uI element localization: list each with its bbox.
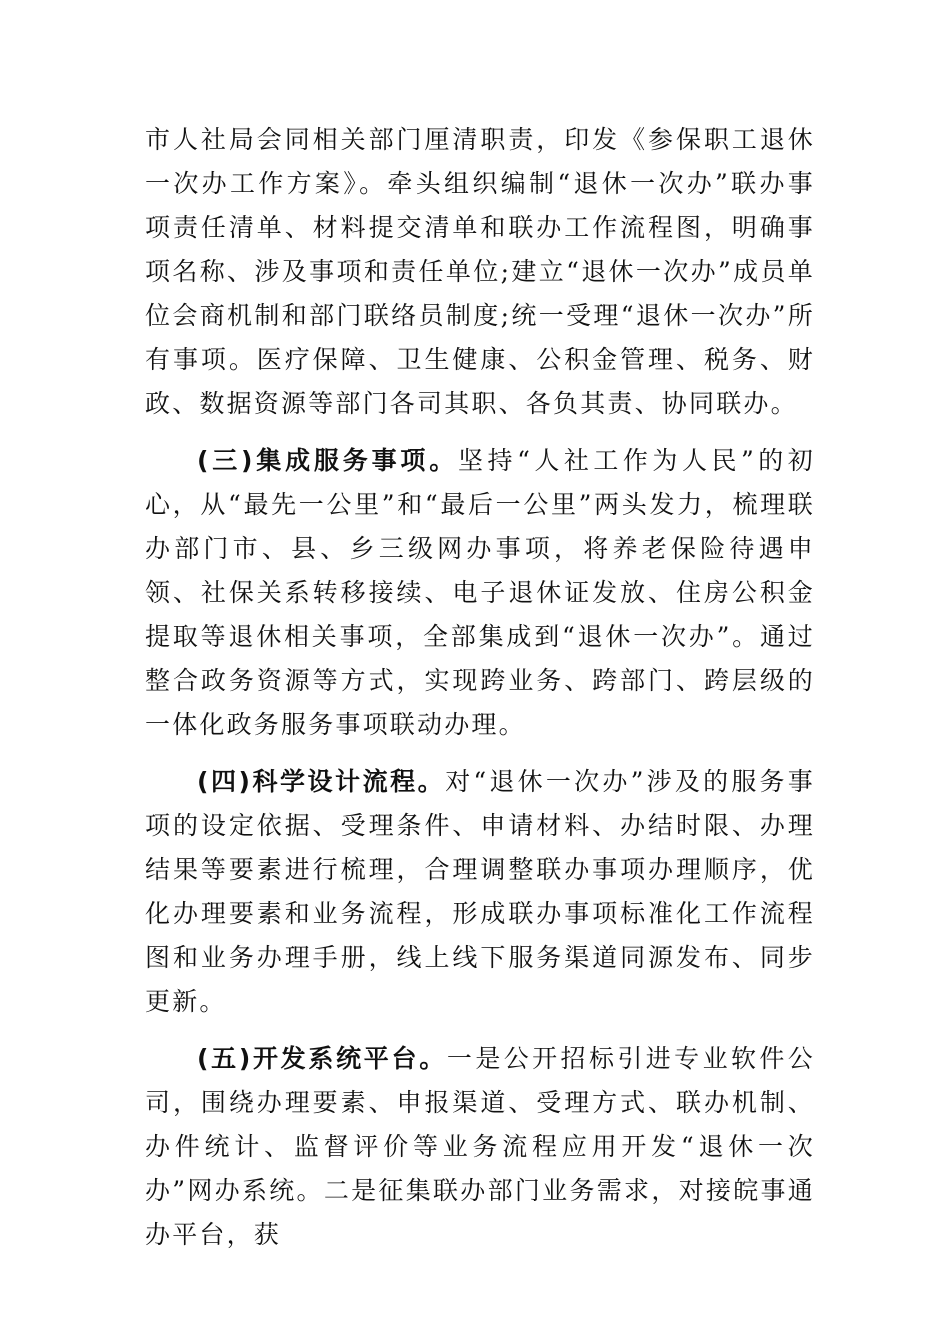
paragraph-integrate-services [145, 439, 815, 747]
paragraph-design-process [145, 760, 815, 1024]
paragraph-text: 坚持“人社工作为人民”的初心，从“最先一公里”和“最后一公里”两头发力，梳理联办部门市、县、乡三级网办事项，将养老保险待遇申领、社保关系转移接续、电子退休证发放、住房公积金提取等退休相关事项，全部集成到“退休一次办”。通过整合政务资源等方式，实现跨业务、跨部门、跨层级的一体化政务服务事项联动办理。 [145, 446, 815, 739]
section-heading: (三)集成服务事项。 [197, 446, 459, 475]
paragraph-text: 对“退休一次办”涉及的服务事项的设定依据、受理条件、申请材料、办结时限、办理结果等要素进行梳理，合理调整联办事项办理顺序，优化办理要素和业务流程，形成联办事项标准化工作流程图和业务办理手册，线上线下服务渠道同源发布、同步更新。 [145, 767, 815, 1016]
document-body [145, 118, 815, 1270]
section-heading: (四)科学设计流程。 [197, 767, 446, 796]
section-heading: (五)开发系统平台。 [197, 1044, 447, 1073]
paragraph-text: 市人社局会同相关部门厘清职责，印发《参保职工退休一次办工作方案》。牵头组织编制“退休一次办”联办事项责任清单、材料提交清单和联办工作流程图，明确事项名称、涉及事项和责任单位;建立“退休一次办”成员单位会商机制和部门联络员制度;统一受理“退休一次办”所有事项。医疗保障、卫生健康、公积金管理、税务、财政、数据资源等部门各司其职、各负其责、协同联办。 [145, 125, 815, 418]
paragraph-develop-platform [145, 1037, 815, 1257]
paragraph-continuation [145, 118, 815, 426]
paragraph-text: 一是公开招标引进专业软件公司，围绕办理要素、申报渠道、受理方式、联办机制、办件统计、监督评价等业务流程应用开发“退休一次办”网办系统。二是征集联办部门业务需求，对接皖事通办平台，获 [145, 1044, 815, 1249]
